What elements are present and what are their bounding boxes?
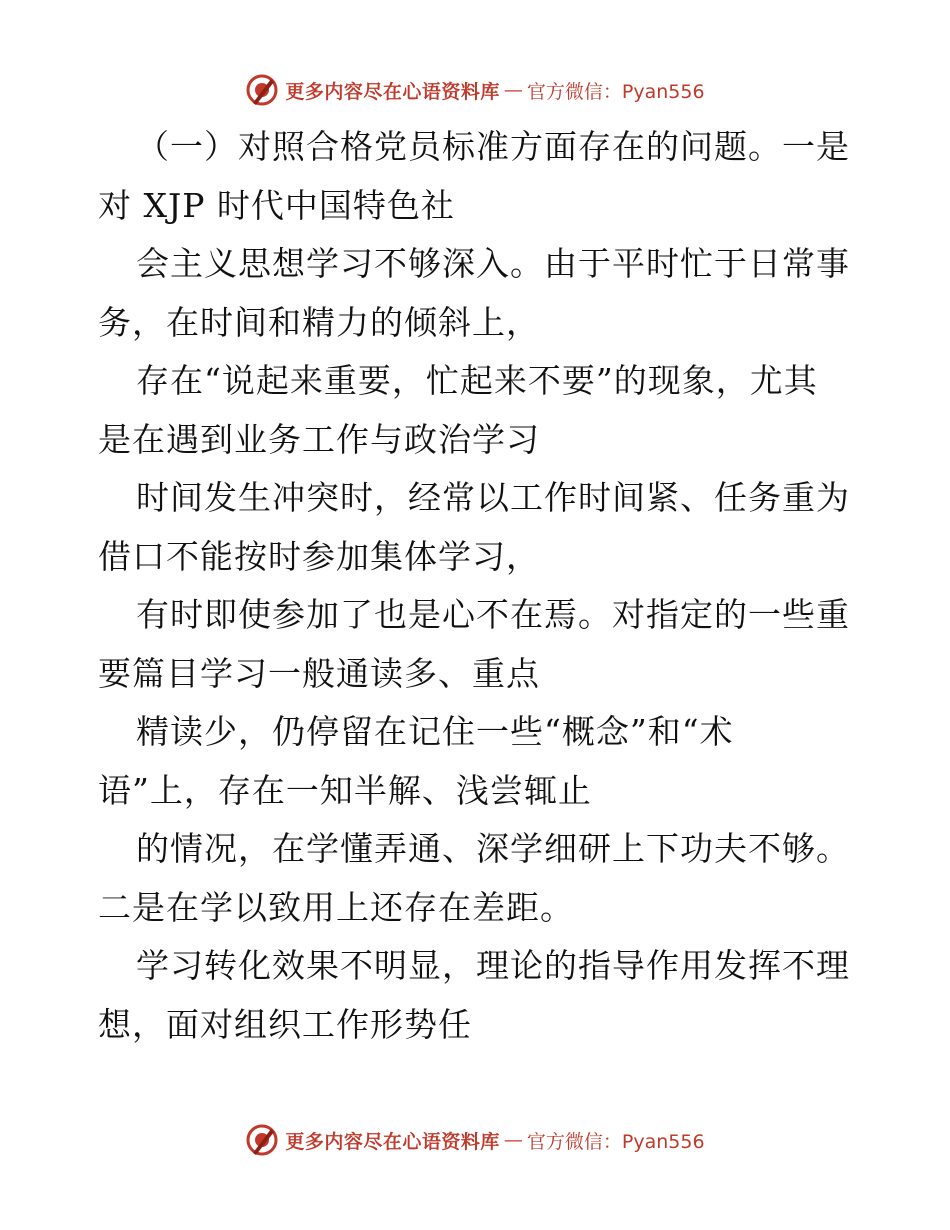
- text-line: 要篇目学习一般通读多、重点: [98, 653, 540, 693]
- header-watermark: [0, 70, 950, 110]
- text-line: 的情况，在学懂弄通、深学细研上下功夫不够。: [136, 829, 850, 868]
- footer-contact: 官方微信：Pyan556: [526, 1130, 705, 1153]
- footer-dash: —: [503, 1129, 523, 1151]
- footer-brand: 更多内容尽在心语资料库: [285, 1130, 500, 1153]
- text-line: 学习转化效果不明显，理论的指导作用发挥不理: [136, 946, 850, 985]
- header-contact: 官方微信：Pyan556: [526, 80, 705, 103]
- text-line: 会主义思想学习不够深入。由于平时忙于日常事: [136, 244, 850, 283]
- text-line: 存在“说起来重要，忙起来不要”的现象，尤其: [136, 361, 818, 400]
- text-line: 语”上，存在一知半解、浅尝辄止: [98, 770, 592, 810]
- text-line: 二是在学以致用上还存在差距。: [98, 887, 574, 927]
- header-brand: 更多内容尽在心语资料库: [285, 80, 500, 103]
- text-line: 借口不能按时参加集体学习，: [98, 536, 540, 576]
- text-line: 对 XJP 时代中国特色社: [98, 185, 455, 225]
- header-dash: —: [503, 79, 523, 101]
- quill-logo-icon: [245, 73, 279, 107]
- text-line: （一）对照合格党员标准方面存在的问题。一是: [136, 127, 850, 166]
- text-line: 有时即使参加了也是心不在焉。对指定的一些重: [136, 595, 850, 634]
- text-line: 时间发生冲突时，经常以工作时间紧、任务重为: [136, 478, 850, 517]
- text-line: 务，在时间和精力的倾斜上，: [98, 302, 540, 342]
- text-line: 想，面对组织工作形势任: [98, 1004, 472, 1044]
- footer-watermark: [0, 1120, 950, 1160]
- text-line: 是在遇到业务工作与政治学习: [98, 419, 540, 459]
- body-text: [98, 118, 858, 1054]
- text-line: 精读少，仍停留在记住一些“概念”和“术: [136, 712, 734, 751]
- quill-logo-icon: [245, 1123, 279, 1157]
